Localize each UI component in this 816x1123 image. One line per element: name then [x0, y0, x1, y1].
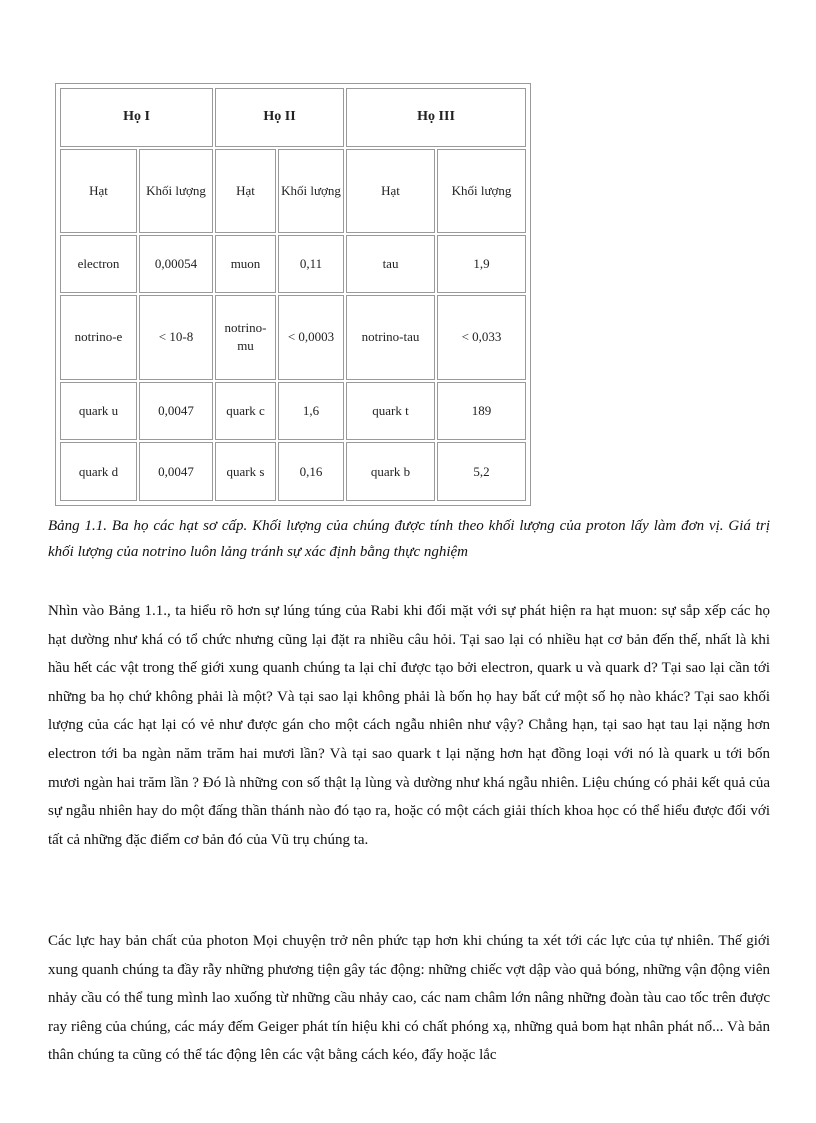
- table-cell: 5,2: [437, 442, 526, 501]
- table-cell: < 0,0003: [278, 295, 344, 379]
- table-cell: 189: [437, 382, 526, 441]
- column-header: Hạt: [60, 149, 137, 233]
- table-cell: notrino-mu: [215, 295, 276, 379]
- particle-families-table-frame: [55, 83, 531, 506]
- table-cell: 0,16: [278, 442, 344, 501]
- group-header-2: Họ II: [215, 88, 344, 147]
- group-header-row: [60, 88, 526, 147]
- table-row: [60, 295, 526, 379]
- table-cell: electron: [60, 235, 137, 294]
- column-header: Hạt: [215, 149, 276, 233]
- particle-families-table: [58, 86, 528, 503]
- group-header-1: Họ I: [60, 88, 213, 147]
- table-cell: 1,9: [437, 235, 526, 294]
- column-header-row: [60, 149, 526, 233]
- table-cell: 0,00054: [139, 235, 213, 294]
- table-cell: 0,0047: [139, 442, 213, 501]
- column-header: Hạt: [346, 149, 435, 233]
- table-cell: 0,11: [278, 235, 344, 294]
- table-cell: tau: [346, 235, 435, 294]
- table-row: [60, 235, 526, 294]
- table-cell: quark d: [60, 442, 137, 501]
- body-paragraph-1: Nhìn vào Bảng 1.1., ta hiểu rõ hơn sự lúng túng của Rabi khi đối mặt với sự phát hiện ra hạt muon: sự sắp xếp các họ hạt dường như khá có tổ chức nhưng cũng lại đặt ra nhiều câu hỏi. Tại sao lại có nhiều hạt cơ bản đến thế, nhất là khi hầu hết các vật trong thế giới xung quanh chúng ta lại chỉ được tạo bởi electron, quark u và quark d? Tại sao lại cần tới những ba họ chứ không phải là một? Và tại sao lại không phải là bốn họ hay bất cứ một số họ nào khác? Tại sao khối lượng của các hạt lại có vẻ như được gán cho một cách ngẫu nhiên như vậy? Chẳng hạn, tại sao hạt tau lại nặng hơn electron tới ba ngàn năm trăm hai mươi lần? Và tại sao quark t lại nặng hơn hạt đồng loại với nó là quark u tới bốn mươi ngàn hai trăm lần ? Đó là những con số thật lạ lùng và dường như khá ngẫu nhiên. Liệu chúng có phải kết quả của sự ngẫu nhiên hay do một đấng thần thánh nào đó tạo ra, hoặc có một cách giải thích khoa học có thể hiểu được đối với tất cả những đặc điểm cơ bản đó của Vũ trụ chúng ta.: [48, 603, 770, 848]
- table-cell: quark u: [60, 382, 137, 441]
- column-header: Khối lượng: [139, 149, 213, 233]
- column-header: Khối lượng: [278, 149, 344, 233]
- table-caption: Bảng 1.1. Ba họ các hạt sơ cấp. Khối lượng của chúng được tính theo khối lượng của proton lấy làm đơn vị. Giá trị khối lượng của notrino luôn lảng tránh sự xác định bằng thực nghiệm: [48, 518, 770, 560]
- table-cell: 1,6: [278, 382, 344, 441]
- group-header-3: Họ III: [346, 88, 526, 147]
- table-cell: notrino-e: [60, 295, 137, 379]
- table-row: [60, 442, 526, 501]
- table-cell: quark c: [215, 382, 276, 441]
- table-cell: 0,0047: [139, 382, 213, 441]
- table-cell: muon: [215, 235, 276, 294]
- body-paragraph-2: Các lực hay bản chất của photon Mọi chuyện trở nên phức tạp hơn khi chúng ta xét tới các lực của tự nhiên. Thế giới xung quanh chúng ta đầy rẫy những phương tiện gây tác động: những chiếc vợt dập vào quả bóng, những vận động viên nhảy cầu có thể tung mình lao xuống từ những cầu nhảy cao, các nam châm lớn nâng những đoàn tàu cao tốc trên được ray riêng của chúng, các máy đếm Geiger phát tín hiệu khi có chất phóng xạ, những quả bom hạt nhân phát nổ... Và bản thân chúng ta cũng có thể tác động lên các vật bằng cách kéo, đẩy hoặc lắc: [48, 933, 770, 1064]
- column-header: Khối lượng: [437, 149, 526, 233]
- table-cell: notrino-tau: [346, 295, 435, 379]
- table-row: [60, 382, 526, 441]
- table-cell: quark t: [346, 382, 435, 441]
- table-cell: < 10-8: [139, 295, 213, 379]
- table-cell: quark b: [346, 442, 435, 501]
- table-cell: quark s: [215, 442, 276, 501]
- table-cell: < 0,033: [437, 295, 526, 379]
